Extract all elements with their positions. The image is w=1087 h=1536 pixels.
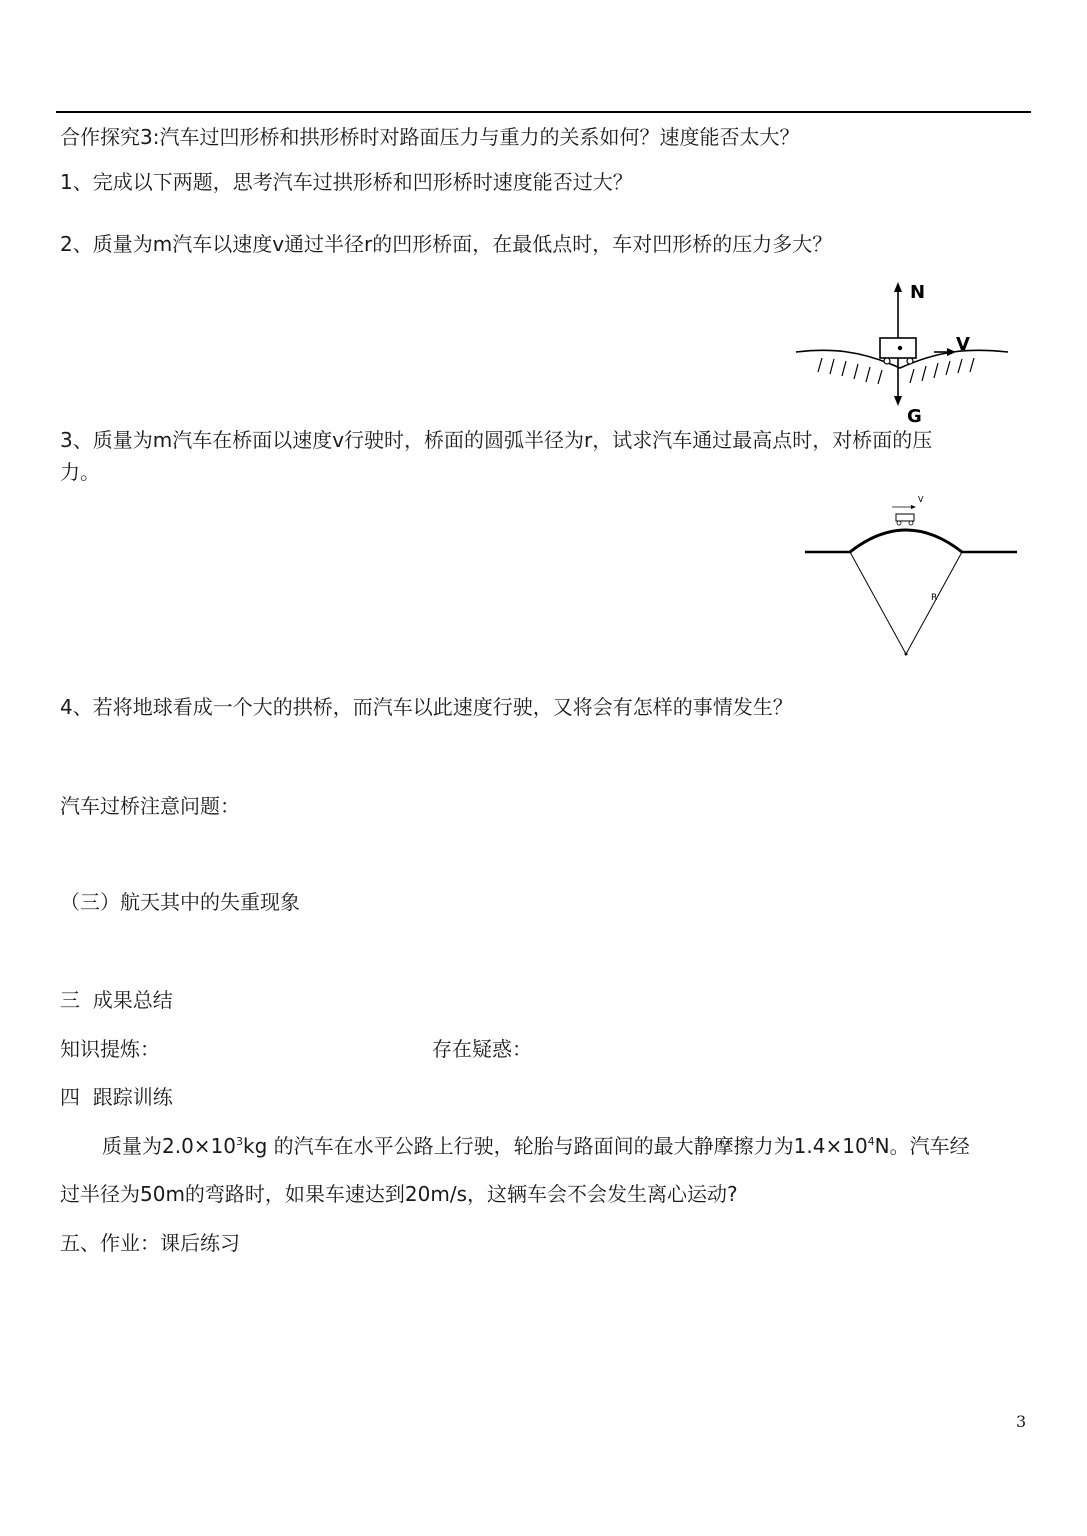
label-g: G bbox=[907, 406, 922, 427]
weightlessness-heading: （三）航天其中的失重现象 bbox=[60, 890, 300, 914]
ground-hatching bbox=[818, 358, 974, 384]
exponent-1: 3 bbox=[236, 1135, 244, 1148]
question-2: 2、质量为m汽车以速度v通过半径r的凹形桥面，在最低点时，车对凹形桥的压力多大？ bbox=[60, 232, 833, 256]
question-4: 4、若将地球看成一个大的拱桥，而汽车以此速度行驶，又将会有怎样的事情发生？ bbox=[60, 695, 793, 719]
problem-text-1: 质量为2.0×10 bbox=[102, 1134, 237, 1158]
concave-bridge-figure bbox=[790, 278, 1020, 428]
wheel-left bbox=[884, 358, 890, 364]
knowledge-label: 知识提炼： bbox=[60, 1037, 160, 1061]
label-v: V bbox=[918, 495, 924, 504]
car-center-dot bbox=[898, 346, 902, 350]
wheel-left bbox=[897, 521, 901, 525]
arch-bridge-figure bbox=[800, 492, 1025, 662]
question-1: 1、完成以下两题，思考汽车过拱形桥和凹形桥时速度能否过大？ bbox=[60, 170, 633, 194]
question-3-line-2: 力。 bbox=[60, 460, 100, 484]
label-r: R bbox=[931, 593, 938, 603]
arc-center-point bbox=[905, 653, 908, 656]
summary-heading: 三 成果总结 bbox=[60, 988, 173, 1012]
radius-left bbox=[850, 552, 906, 654]
section-title: 合作探究3:汽车过凹形桥和拱形桥时对路面压力与重力的关系如何？速度能否太大？ bbox=[60, 125, 800, 149]
label-v: V bbox=[956, 334, 970, 355]
car-body bbox=[896, 514, 914, 521]
homework-line: 五、作业：课后练习 bbox=[60, 1231, 240, 1255]
doubts-label: 存在疑惑： bbox=[432, 1037, 532, 1061]
problem-line-1 bbox=[102, 1134, 970, 1158]
problem-text-3: N。汽车经 bbox=[874, 1134, 970, 1158]
problem-line-2: 过半径为50m的弯路时，如果车速达到20m/s，这辆车会不会发生离心运动? bbox=[60, 1182, 738, 1206]
exponent-2: 4 bbox=[867, 1135, 875, 1148]
header-rule bbox=[56, 111, 1031, 113]
radius-right bbox=[906, 552, 962, 654]
question-3-line-1: 3、质量为m汽车在桥面以速度v行驶时，桥面的圆弧半径为r，试求汽车通过最高点时，对桥面的压 bbox=[60, 428, 933, 452]
arch-surface bbox=[850, 530, 962, 552]
wheel-right bbox=[909, 521, 913, 525]
label-n: N bbox=[910, 282, 926, 303]
problem-text-2: kg 的汽车在水平公路上行驶，轮胎与路面间的最大静摩擦力为1.4×10 bbox=[243, 1134, 868, 1158]
training-heading: 四 跟踪训练 bbox=[60, 1085, 173, 1109]
bridge-caution-heading: 汽车过桥注意问题： bbox=[60, 794, 240, 818]
page-number: 3 bbox=[1016, 1412, 1027, 1431]
wheel-right bbox=[907, 358, 913, 364]
